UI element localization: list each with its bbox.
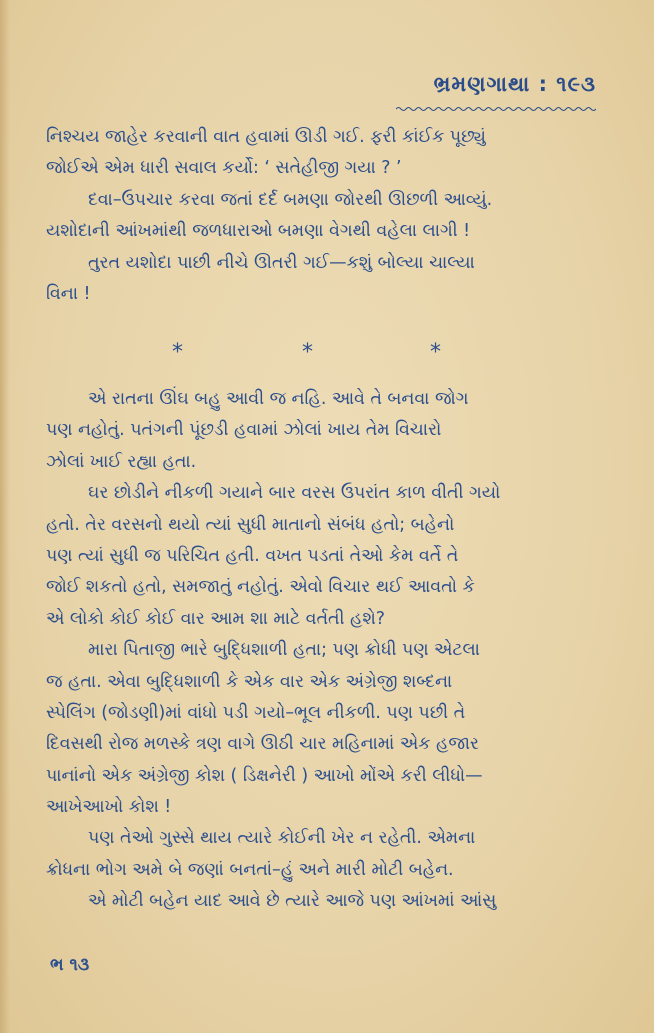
text-line: એ મોટી બહેન યાદ આવે છે ત્યારે આજે પણ આંખમાં આંસુ [88, 891, 497, 912]
text-line: સ્પેલિંગ (જોડણી)માં વાંધો પડી ગયો–ભૂલ નીકળી. પણ પછી તે [46, 702, 466, 723]
text-line: દવા–ઉપચાર કરવા જતાં દર્દ બમણા જોરથી ઊછળી આવ્યું. [88, 189, 493, 210]
text-line: હતો. તેર વરસનો થયો ત્યાં સુધી માતાનો સંબંધ હતો; બહેનો [46, 514, 455, 535]
text-line: એ લોકો કોઈ કોઈ વાર આમ શા માટે વર્તતી હશે? [46, 608, 386, 629]
text-line: યશોદાની આંખમાંથી જળધારાઓ બમણા વેગથી વહેલા લાગી ! [46, 221, 471, 242]
section-separator [0, 340, 654, 370]
text-line: વિના ! [46, 283, 91, 304]
separator-star: * [430, 340, 441, 365]
text-line: ઝોલાં ખાઈ રહ્યા હતા. [46, 451, 197, 472]
text-line: દિવસથી રોજ મળસ્કે ત્રણ વાગે ઊઠી ચાર મહિનામાં એક હજાર [46, 734, 479, 755]
text-line: પણ નહોતું. પતંગની પૂંછડી હવામાં ઝોલાં ખાય તેમ વિચારો [46, 420, 442, 441]
text-line: મારા પિતાજી ભારે બુદ્ધિશાળી હતા; પણ ક્રોધી પણ એટલા [88, 640, 480, 661]
signature-mark: ભ ૧૩ [50, 955, 90, 975]
section-1-text [46, 122, 606, 310]
text-line: ઘર છોડીને નીકળી ગયાને બાર વરસ ઉપરાંત કાળ વીતી ગયો [88, 483, 501, 504]
text-line: ક્રોધના ભોગ અમે બે જણાં બનતાં–હું અને મારી મોટી બહેન. [46, 859, 454, 880]
text-line: પણ તેઓ ગુસ્સે થાય ત્યારે કોઈની ખેર ન રહેતી. એમના [88, 828, 476, 849]
text-line: જ હતા. એવા બુદ્ધિશાળી કે એક વાર એક અંગ્રેજી શબ્દના [46, 671, 453, 692]
text-line: તુરત યશોદા પાછી નીચે ઊતરી ગઈ—કશું બોલ્યા ચાલ્યા [88, 252, 475, 273]
separator-star: * [172, 340, 183, 365]
text-line: જોઈએ એમ ધારી સવાલ કર્યો: ‘ સતેહીજી ગયા ? ’ [46, 158, 402, 179]
text-line: નિશ્ચય જાહેર કરવાની વાત હવામાં ઊડી ગઈ. ફરી કાંઈક પૂછ્યું [46, 127, 486, 147]
running-head: ભ્રમણગાથા : ૧૯૩ [433, 72, 596, 96]
text-line: જોઈ શકતો હતો, સમજાતું નહોતું. એવો વિચાર થઈ આવતો કે [46, 577, 475, 598]
section-2-text [46, 384, 606, 918]
text-line: એ રાતના ઊંઘ બહુ આવી જ નહિ. આવે તે બનવા જોગ [88, 389, 469, 409]
text-line: પણ ત્યાં સુધી જ પરિચિત હતી. વખત પડતાં તેઓ કેમ વર્તે તે [46, 545, 459, 566]
text-line: પાનાંનો એક અંગ્રેજી કોશ ( ડિક્ષનેરી ) આખો મોંએ કરી લીધો— [46, 765, 483, 786]
text-line: આખેઆખો કોશ ! [46, 797, 172, 818]
separator-star: * [302, 340, 313, 365]
header-wavy-underline [396, 106, 596, 112]
page-header [396, 72, 596, 116]
